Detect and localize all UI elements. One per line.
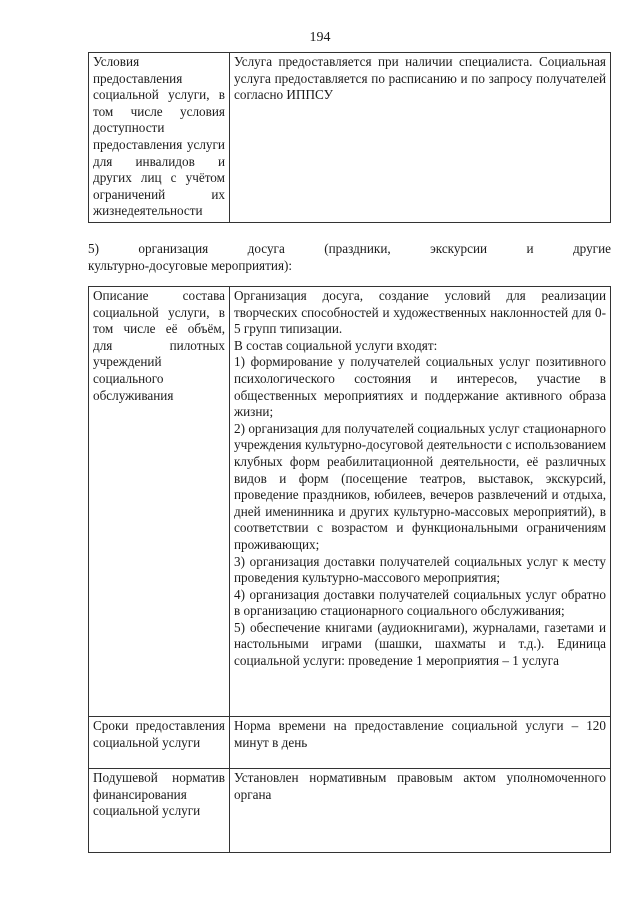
- composition-line: В состав социальной услуги входят:: [234, 337, 438, 353]
- composition-line: 2) организация для получателей социальных услуг стационарного учреждения культурно-досуговой деятельности с использованием клубных форм реабилитационной деятельности, её различных видов и форм (посещение театров, выставок, экскурсий, проведение праздников, юбилеев, вечеров развлечений и отдыха, дней именинника и других культурно-массовых мероприятий), в соответствии с возрастом и функциональными ограничениям проживающих;: [234, 420, 606, 552]
- table-row: [89, 769, 611, 853]
- table-row: [89, 53, 611, 223]
- composition-line: 1) формирование у получателей социальных услуг позитивного психологического состояния и интересов, участие в общественных мероприятиях и поддержание активного образа жизни;: [234, 354, 606, 420]
- funding-value: Установлен нормативным правовым актом уполномоченного органа: [230, 769, 611, 853]
- section-heading-line2: культурно-досуговые мероприятия):: [88, 258, 293, 273]
- period-label: Сроки предоставления социальной услуги: [89, 717, 230, 769]
- conditions-value: Услуга предоставляется при наличии специалиста. Социальная услуга предоставляется по расписанию и по запросу получателей согласно ИППСУ: [230, 53, 611, 223]
- composition-line: Организация досуга, создание условий для реализации творческих способностей и художественных наклонностей для 0-5 групп типизации.: [234, 288, 606, 337]
- composition-line: 3) организация доставки получателей социальных услуг к месту проведения культурно-массового мероприятия;: [234, 553, 606, 586]
- table-row: [89, 287, 611, 717]
- composition-line: 5) обеспечение книгами (аудиокнигами), журналами, газетами и настольными играми (шашки, шахматы и т.д.). Единица социальной услуги: проведение 1 мероприятия – 1 услуга: [234, 619, 606, 669]
- period-value: Норма времени на предоставление социальной услуги – 120 минут в день: [230, 717, 611, 769]
- conditions-table: [88, 52, 611, 223]
- composition-label: Описание состава социальной услуги, в том числе её объём, для пилотных учреждений социального обслуживания: [89, 287, 230, 717]
- funding-label: Подушевой норматив финансирования социальной услуги: [89, 769, 230, 853]
- conditions-label: Условия предоставления социальной услуги, в том числе условия доступности предоставления услуги для инвалидов и других лиц с учётом ограничений их жизнедеятельности: [89, 53, 230, 223]
- table-row: [89, 717, 611, 769]
- composition-value: [230, 287, 611, 717]
- section-heading-line1: 5) организация досуга (праздники, экскурсии и другие: [88, 241, 611, 256]
- composition-line: 4) организация доставки получателей социальных услуг обратно в организацию стационарного социального обслуживания;: [234, 586, 606, 619]
- service-table: [88, 286, 611, 853]
- page-number: 194: [309, 30, 331, 45]
